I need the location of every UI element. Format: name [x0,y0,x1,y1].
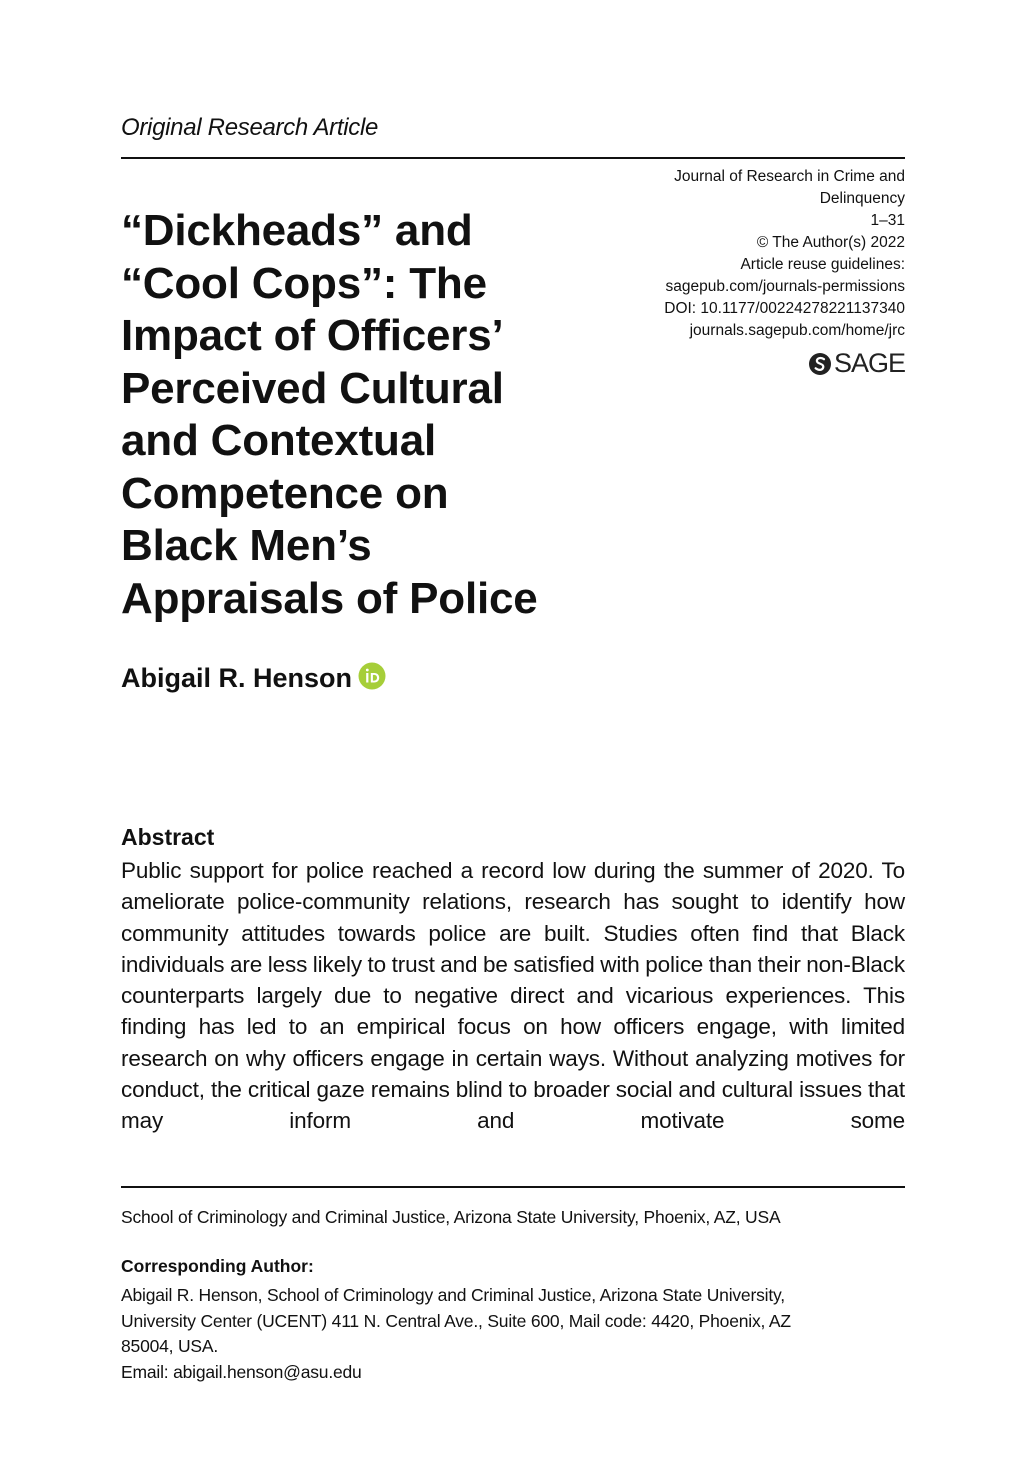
page-range: 1–31 [870,212,905,229]
title-line: Appraisals of Police [121,573,538,623]
journal-info-block [615,166,905,342]
reuse-guidelines-label: Article reuse guidelines: [740,256,905,273]
doi[interactable]: DOI: 10.1177/00224278221137340 [664,300,905,317]
permissions-link[interactable]: sagepub.com/journals-permissions [665,278,905,295]
corresponding-address-line: University Center (UCENT) 411 N. Central Ave., Suite 600, Mail code: 4420, Phoenix, AZ [121,1310,791,1331]
sage-s-icon [808,352,832,376]
journal-home-link[interactable]: journals.sagepub.com/home/jrc [689,322,905,339]
corresponding-author-details [121,1283,905,1385]
sage-logo-text: SAGE [833,348,905,378]
corresponding-address-line: Abigail R. Henson, School of Criminology and Criminal Justice, Arizona State University, [121,1285,785,1305]
title-line: Impact of Officers’ [121,311,504,360]
abstract-heading: Abstract [121,824,215,850]
author-affiliation: School of Criminology and Criminal Justice, Arizona State University, Phoenix, AZ, USA [121,1207,781,1227]
title-line: Black Men’s [121,521,372,570]
author-line [121,663,386,694]
sage-logo [808,348,905,379]
title-line: “Cool Cops”: The [121,258,487,308]
journal-name: Journal of Research in Crime and Delinquency [674,168,905,207]
title-line: Competence on [121,468,449,518]
abstract-text: Public support for police reached a record low during the summer of 2020. To ameliorate police-community relations, research has sought to identify how community attitudes towards police are built. Studies often find that Black individuals are less likely to trust and be satisfied with police than their non-Black counterparts largely due to negative direct and vicarious experiences. This finding has led to an empirical focus on how officers engage, with limited research on why officers engage in certain ways. Without analyzing motives for conduct, the critical gaze remains blind to broader social and cultural issues that may inform and motivate some [121,858,905,1134]
corresponding-email[interactable]: Email: abigail.henson@asu.edu [121,1361,362,1382]
copyright-notice: © The Author(s) 2022 [756,234,905,251]
corresponding-author-heading: Corresponding Author: [121,1256,314,1276]
title-line: Perceived Cultural [121,363,504,413]
corresponding-address-line: 85004, USA. [121,1336,219,1356]
article-title [121,205,591,625]
header-divider [121,157,905,159]
article-type-label: Original Research Article [121,114,379,141]
footnote-divider [121,1186,905,1188]
orcid-icon[interactable] [358,662,386,690]
title-line: “Dickheads” and [121,206,473,255]
author-name: Abigail R. Henson [121,663,353,693]
title-line: and Contextual [121,416,436,465]
